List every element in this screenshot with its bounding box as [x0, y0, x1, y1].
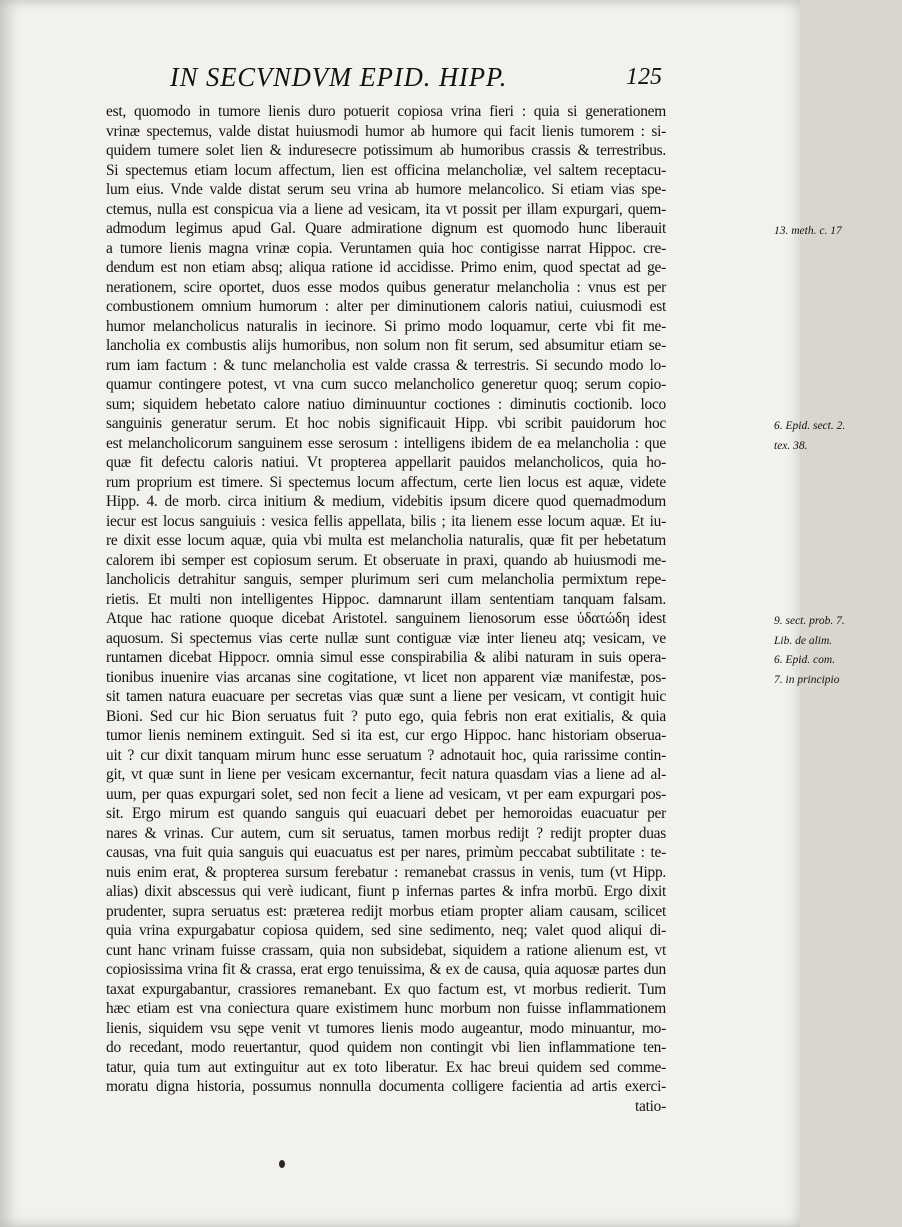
text-line: tatur, quia tum aut extinguitur aut ex toto liberatur. Ex hac breui quidem sed comme-: [106, 1058, 666, 1076]
text-line: lienis, siquidem vsu sępe venit vt tumores lienis modo augeantur, modo minuantur, mo-: [106, 1019, 666, 1037]
margin-note: tex. 38.: [774, 439, 808, 452]
text-line: quæ fit defectu caloris natiui. Vt propterea appellarit pauidos melancholicos, quia ho-: [106, 454, 666, 471]
text-line: re dixit esse locum aquæ, quia vbi multa est melancholia naturalis, quæ fit per hebetatum: [106, 532, 666, 549]
text-line: ctemus, nulla est conspicua via a liene ad vesicam, ita vt possit per illam expurgari, quem-: [106, 200, 666, 218]
text-line: Hipp. 4. de morb. circa initium & medium, videbitis ipsum dicere quod quemadmodum: [106, 493, 666, 510]
text-line: iecur est locus sanguiuis : vesica fellis appellata, bilis ; ita lienem esse locum aquæ. Et iu-: [106, 512, 666, 530]
text-line: combustionem omnium humorum : alter per diminutionem caloris natiui, cuiusmodi est: [106, 298, 666, 315]
text-line: lum eius. Vnde valde distat serum seu vrina ab humore melancolico. Si etiam vias spe-: [106, 181, 666, 198]
text-line: uum, per quas expurgari solet, sed non fecit a liene ad vesicam, vt per eam expurgari pos-: [106, 785, 666, 803]
text-line: rum proprium est timere. Si spectemus locum affectum, certe lien locus est aquæ, videte: [106, 473, 666, 491]
text-line: do recedant, modo reuertantur, quod quidem non contingit vbi lien inflammatione ten-: [106, 1039, 666, 1056]
text-line: est melancholicorum sanguinem esse serosum : intelligens ibidem de ea melancholia : que: [106, 434, 666, 452]
text-line: aquosum. Si spectemus vias certe nullæ sunt contiguæ viæ inter lieneu atq; vesicam, ve: [106, 629, 666, 647]
running-head: IN SECVNDVM EPID. HIPP.: [170, 62, 508, 92]
text-line: lancholia ex combustis alijs humoribus, non solum non fit serum, sed absumitur etiam se-: [106, 337, 666, 354]
text-line: sit tamen natura euacuare per secretas vias quæ sunt a liene per vesicam, vt contigit huic: [106, 688, 666, 705]
text-line: prudenter, supra seruatus est: præterea redijt morbus etiam propter aliam causam, scilicet: [106, 902, 666, 920]
page-number: 125: [626, 64, 662, 90]
text-line: rum iam factum : & tunc melancholia est valde crassa & terrestris. Si secundo modo lo-: [106, 356, 666, 374]
text-line: humor melancholicus naturalis in iecinore. Si primo modo loquamur, certe vbi fit me-: [106, 317, 666, 335]
text-line: causas, vna fuit quia sanguis qui euacuatus est per nares, primùm peccabat subtilitate : te-: [106, 844, 666, 861]
text-line: quia vrina expurgabatur copiosa quidem, sed sine sedimento, neq; valet quod aliqui di-: [106, 922, 666, 939]
text-line: nerationem, scire oportet, duos esse modos quibus generatur melancholia : vnus est per: [106, 278, 666, 296]
text-line: git, vt quæ sunt in liene per vesicam excernantur, fecit natura quasdam vias a liene ad al-: [106, 766, 666, 783]
text-line: rietis. Et multi non intelligentes Hippoc. damnarunt illam sententiam tanquam falsam.: [106, 590, 666, 608]
text-line: tumor lienis neminem extinguit. Sed si ita est, cur ergo Hippoc. hanc historiam obserua-: [106, 727, 666, 744]
text-line: uit ? cur dixit tanquam mirum hunc esse seruatum ? adnotauit hoc, quia rarissime contin-: [106, 746, 666, 764]
text-line: quidem tumere solet lien & induresecre potissimum ab humoribus crassis & terrestribus.: [106, 142, 666, 159]
text-line: nares & vrinas. Cur autem, cum sit seruatus, tamen morbus redijt ? redijt propter duas: [106, 824, 666, 842]
text-line: sit. Ergo mirum est quando sanguis qui euacuari debet per hemoroidas euacuatur per: [106, 805, 666, 822]
text-line: moratu digna historia, possumus nonnulla documenta colligere facientia ad artis exerci-: [106, 1078, 666, 1095]
text-line: a tumore lienis magna vrinæ copia. Veruntamen quia hoc contigisse narrat Hippoc. cre-: [106, 239, 666, 257]
show-through-text: [688, 80, 778, 120]
text-line: vrinæ spectemus, valde distat huiusmodi humor ab humore qui facit lienis tumorem : si-: [106, 122, 666, 140]
text-line: calorem ibi semper est copiosum serum. Et obseruate in praxi, quando ab huiusmodi me-: [106, 551, 666, 569]
text-line: taxat expurgabantur, crassiores remanebant. Ex quo factum est, vt morbus redierit. Tum: [106, 980, 666, 998]
page-header: [118, 62, 662, 98]
text-line: alias) dixit abscessus qui verè iudicant, fiunt p infernas partes & infra morbū. Ergo dixit: [106, 883, 666, 900]
body-text: [106, 102, 846, 1116]
text-line: Si spectemus etiam locum affectum, lien est officina melancholiæ, vel saltem receptacu-: [106, 161, 666, 179]
text-line: nuis enim erat, & propterea sursum ferebatur : remanebat crassus in venis, tum (vt Hipp.: [106, 863, 666, 881]
text-line: copiosissima vrina fit & crassa, erat ergo tenuissima, & ex de causa, quia aquosæ partes dun: [106, 961, 666, 978]
margin-note: 13. meth. c. 17: [774, 225, 842, 237]
margin-note: 7. in principio: [774, 673, 840, 686]
margin-note: 6. Epid. sect. 2.: [774, 420, 846, 432]
text-line: hæc etiam est vna coniectura quare existimem hunc morbum non fuisse inflammationem: [106, 1000, 666, 1017]
text-line: dendum est non etiam absq; aliqua ratione id accidisse. Primo enim, quod spectat ad ge-: [106, 259, 666, 276]
margin-note: 9. sect. prob. 7.: [774, 615, 845, 627]
text-line: est, quomodo in tumore lienis duro potuerit copiosa vrina fieri : quia si generationem: [106, 103, 666, 120]
text-line: tatio-: [635, 1097, 666, 1115]
margin-note: Lib. de alim.: [774, 634, 833, 647]
text-line: runtamen dicebat Hippocr. omnia simul esse conspirabilia & alibi naturam in suis opera-: [106, 649, 666, 666]
text-line: admodum legimus apud Gal. Quare admiratione dignum est quomodo hunc liberauit: [106, 220, 666, 237]
text-line: Atque hac ratione quoque dicebat Aristotel. sanguinem lienosorum esse ὑδατώδη idest: [106, 610, 666, 627]
ink-spot: [279, 1160, 285, 1168]
text-line: cunt hanc vrinam fuisse crassam, quia non subsidebat, siquidem a ratione alienum est, vt: [106, 941, 666, 959]
text-line: sanguinis generatur serum. Et hoc nobis significauit Hipp. vbi scribit pauidorum hoc: [106, 415, 666, 432]
text-line: Bioni. Sed cur hic Bion seruatus fuit ? puto ego, quia febris non erat exitialis, & quia: [106, 707, 666, 725]
text-line: tionibus inuenire vias arcanas sine cogitatione, vt licet non apparent viæ manifestæ, pos-: [106, 668, 666, 686]
text-line: lancholicis detrahitur sanguis, semper plurimum seri cum melancholia permixtum repe-: [106, 571, 666, 588]
text-line: quamur contingere potest, vt vna cum succo melancholico generetur quoq; serum copio-: [106, 376, 666, 393]
text-line: sum; siquidem hebetato calore natiuo diminuuntur coctiones : diminutis coctionib. loco: [106, 395, 666, 413]
margin-note: 6. Epid. com.: [774, 654, 836, 666]
